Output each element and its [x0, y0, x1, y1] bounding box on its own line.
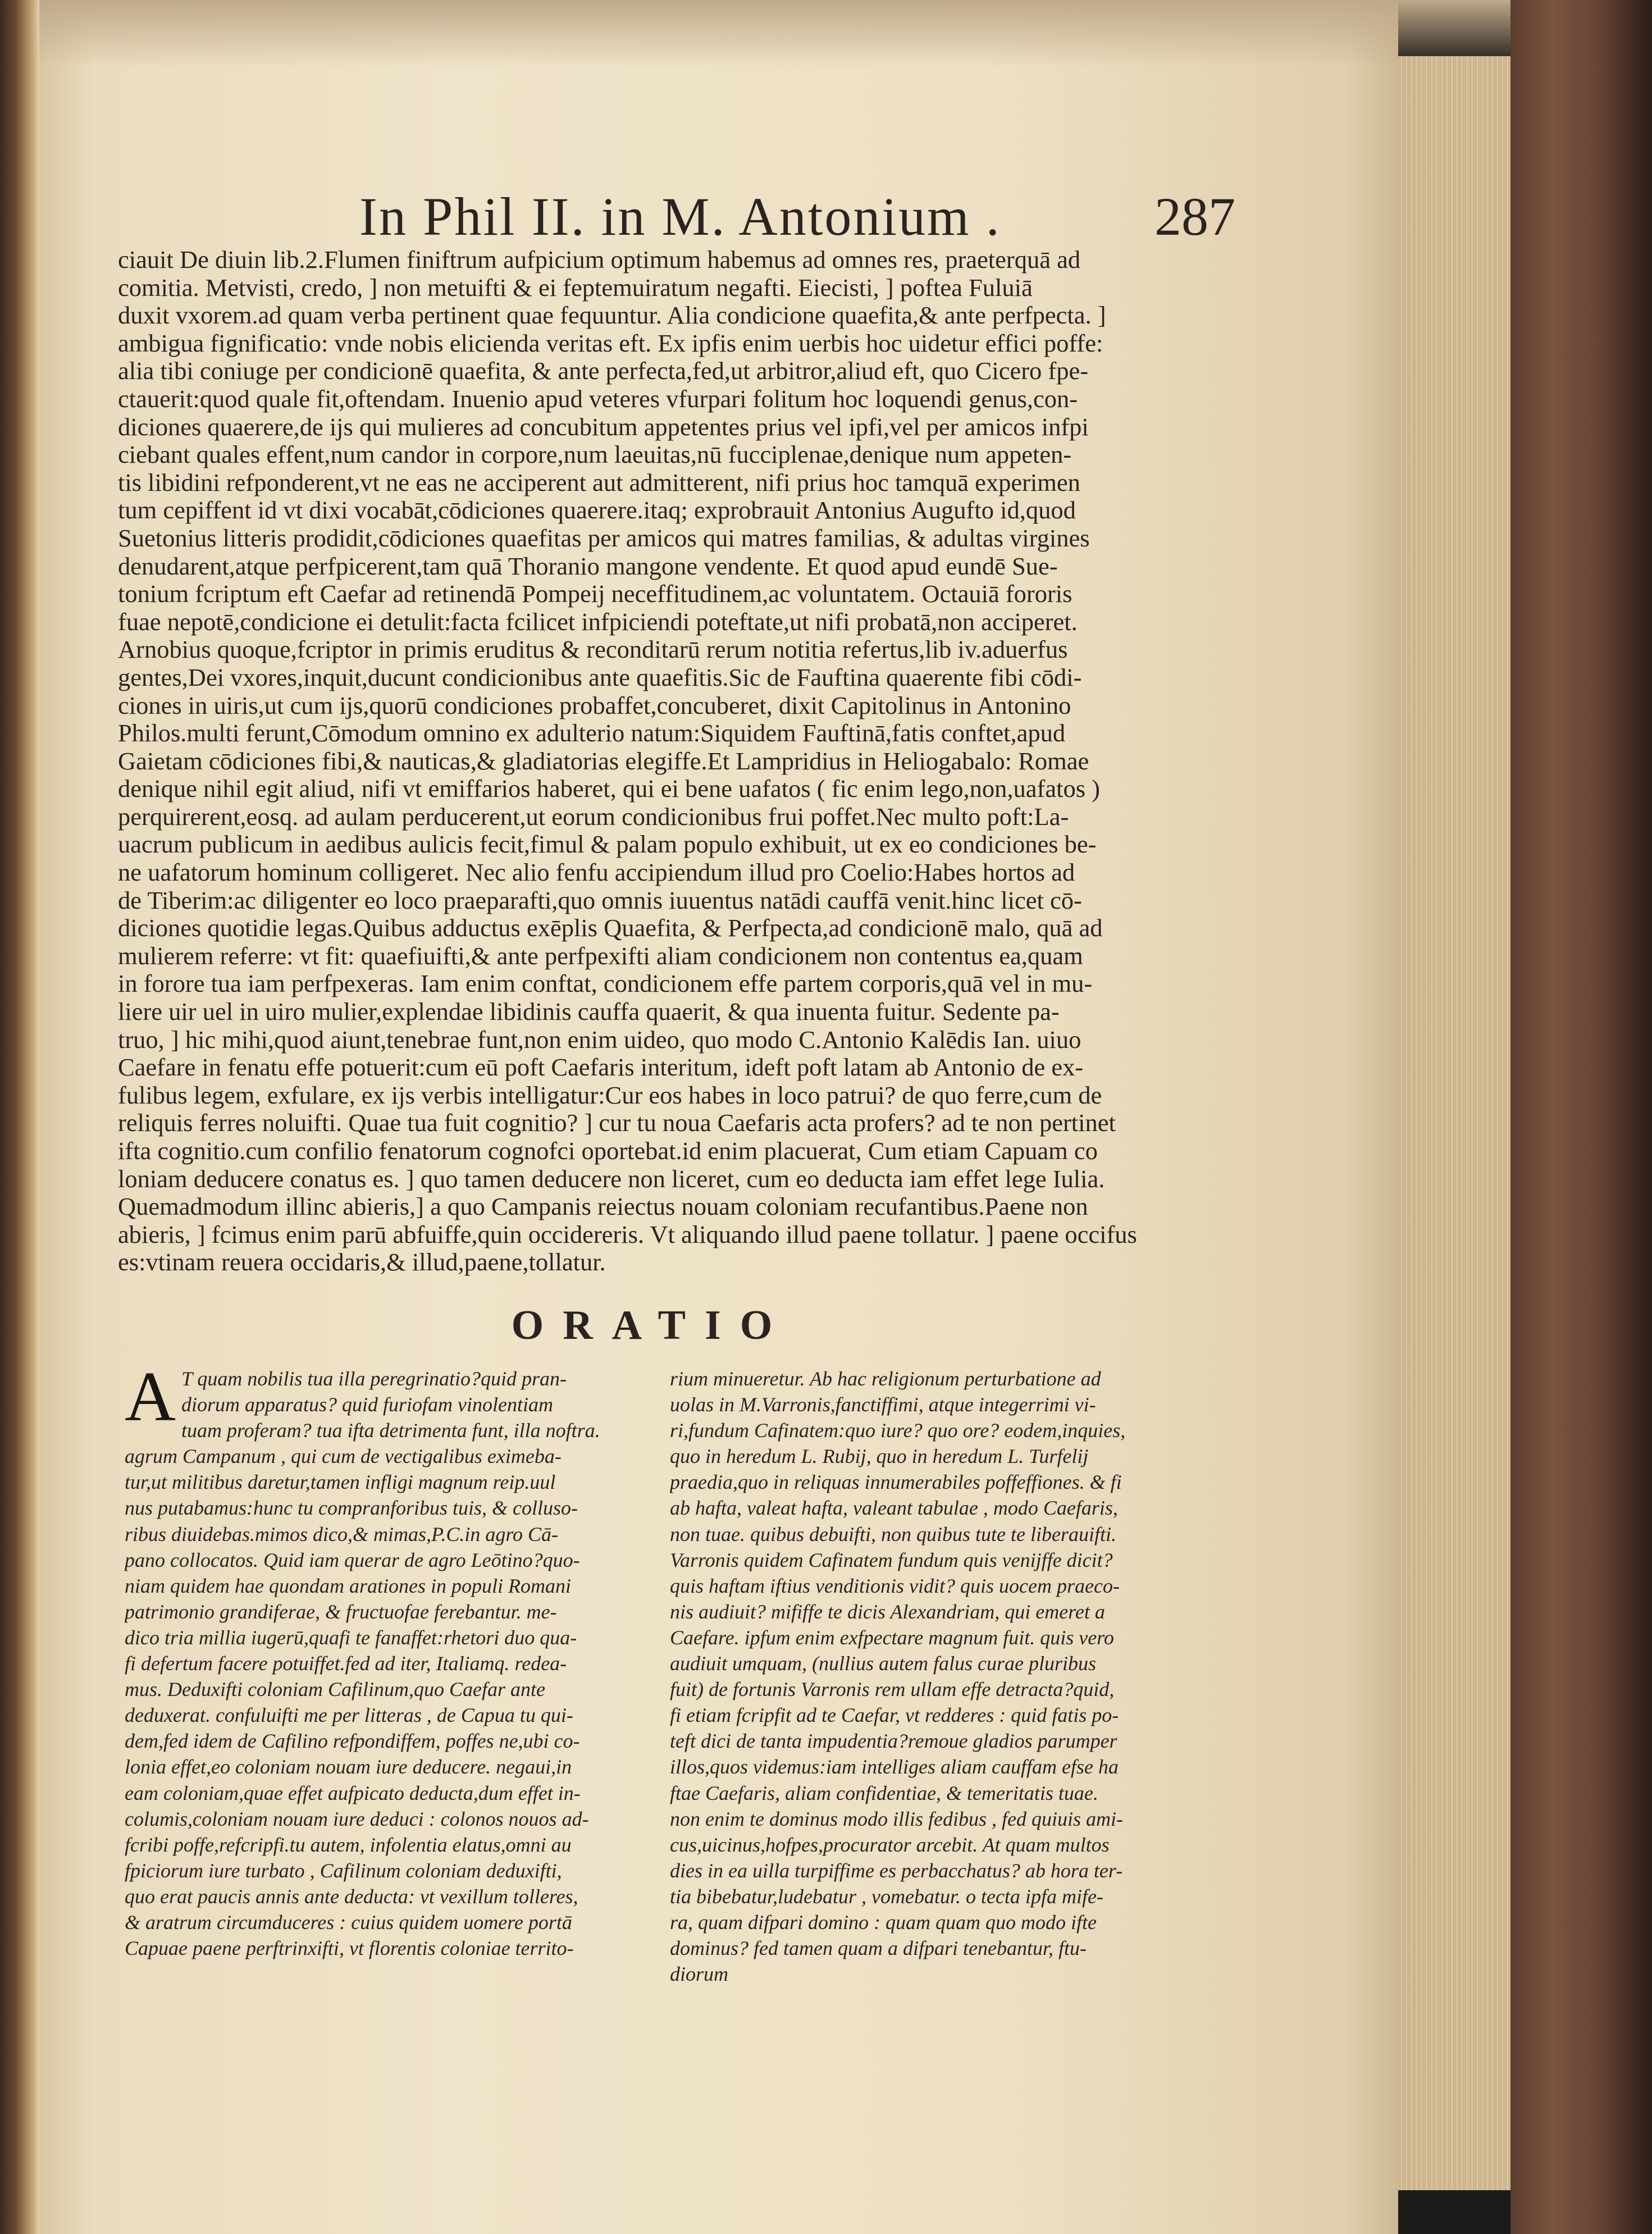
oration-line: teft dici de tanta impudentia?remoue gladios parumper	[670, 1730, 1117, 1753]
commentary-line: tonium fcriptum eft Caefar ad retinendā Pompeij neceffitudinem,ac voluntatem. Octauiā fororis	[118, 580, 1073, 608]
oration-line: fi etiam fcripfit ad te Caefar, vt redderes : quid fatis po-	[670, 1704, 1119, 1727]
commentary-line: gentes,Dei vxores,inquit,ducunt condicionibus ante quaefitis.Sic de Fauftina quaerente fibi cōdi-	[118, 663, 1082, 691]
oration-line: deduxerat. confuluifti me per litteras , de Capua tu qui-	[125, 1704, 573, 1727]
oration-line: tuam proferam? tua ifta detrimenta funt, illa noftra.	[181, 1419, 600, 1442]
oration-line: non enim te dominus modo illis fedibus , fed quiuis ami-	[670, 1807, 1123, 1830]
oration-line: & aratrum circumduceres : cuius quidem uomere portā	[125, 1911, 572, 1934]
commentary-line: Arnobius quoque,fcriptor in primis eruditus & reconditarū rerum notitia refertus,lib iv.aduerfus	[118, 636, 1068, 664]
book-cover	[1510, 0, 1652, 2234]
commentary-line: Caefare in fenatu effe potuerit:cum eū poft Caefaris interitum, ideft poft latam ab Antonio de ex-	[118, 1054, 1084, 1082]
oration-line: Capuae paene perftrinxifti, vt florentis coloniae territo-	[125, 1937, 574, 1960]
commentary-line: Quemadmodum illinc abieris,] a quo Campanis reiectus nouam coloniam recufantibus.Paene non	[118, 1193, 1088, 1221]
commentary-line: ambigua fignificatio: vnde nobis elicienda veritas eft. Ex ipfis enim uerbis hoc uidetur effici poffe:	[118, 329, 1103, 357]
commentary-line: Philos.multi ferunt,Cōmodum omnino ex adulterio natum:Siquidem Fauftinā,fatis conftet,apud	[118, 719, 1066, 747]
commentary-line: diciones quaerere,de ijs qui mulieres ad concubitum appetentes prius vel ipfi,vel per amicos infpi	[118, 413, 1089, 441]
commentary-line: truo, ] hic mihi,quod aiunt,tenebrae funt,non enim uideo, quo modo C.Antonio Kalēdis Ian. uiuo	[118, 1025, 1081, 1054]
oration-line: diorum	[670, 1963, 729, 1986]
oration-left-column	[125, 1358, 638, 1961]
oration-line: mus. Deduxifti coloniam Cafilinum,quo Caefar ante	[125, 1678, 545, 1701]
commentary-line: ciauit De diuin lib.2.Flumen finiftrum aufpicium optimum habemus ad omnes res, praeterquā ad	[118, 246, 1081, 273]
running-title: In Phil II. in M. Antonium .	[359, 186, 1001, 247]
oration-line: fuit) de fortunis Varronis rem ullam effe detracta?quid,	[670, 1678, 1115, 1701]
oration-line: fcribi poffe,refcripfi.tu autem, infolentia elatus,omni au	[125, 1833, 572, 1856]
oration-line: illos,quos videmus:iam intelliges aliam cauffam efse ha	[670, 1756, 1119, 1779]
commentary-line: comitia. Metvisti, credo, ] non metuifti & ei feptemuiratum negafti. Eiecisti, ] poftea Fuluiā	[118, 273, 1033, 302]
commentary-line: loniam deducere conatus es. ] quo tamen deducere non liceret, cum eo deducta iam effet lege Iulia.	[118, 1165, 1105, 1193]
commentary-line: alia tibi coniuge per condicionē quaefita, & ante perfecta,fed,ut arbitror,aliud eft, quo Cicero fpe-	[118, 357, 1089, 385]
commentary-line: diciones quotidie legas.Quibus adductus exēplis Quaefita, & Perfpecta,ad condicionē malo, quā ad	[118, 914, 1103, 942]
oration-line: Caefare. ipfum enim exfpectare magnum fuit. quis vero	[670, 1626, 1114, 1649]
oration-line: dico tria millia iugerū,quafi te fanaffet:rhetori duo qua-	[125, 1626, 577, 1649]
commentary-line: tum cepiffent id vt dixi vocabāt,cōdiciones quaerere.itaq; exprobrauit Antonius Augufto id,quod	[118, 496, 1076, 525]
oration-line: fi defertum facere potuiffet.fed ad iter, Italiamq. redea-	[125, 1652, 567, 1675]
commentary-line: fulibus legem, exfulare, ex ijs verbis intelligatur:Cur eos habes in loco patrui? de quo ferre,cum de	[118, 1081, 1102, 1109]
left-page-edge	[0, 0, 39, 2234]
oration-line: pano collocatos. Quid iam querar de agro Leōtino?quo-	[125, 1548, 580, 1571]
oration-line: ftae Caefaris, aliam confidentiae, & temeritatis tuae.	[670, 1781, 1098, 1804]
commentary-line: Gaietam cōdiciones fibi,& nauticas,& gladiatorias elegiffe.Et Lampridius in Heliogabalo: Romae	[118, 747, 1089, 775]
oration-line: nus putabamus:hunc tu compranforibus tuis, & colluso-	[125, 1497, 578, 1520]
oration-line: rium minueretur. Ab hac religionum perturbatione ad	[670, 1367, 1101, 1390]
oration-line: praedia,quo in reliquas innumerabiles poffeffiones. & fi	[670, 1471, 1122, 1494]
oration-left-lines	[125, 1358, 638, 1961]
commentary-line: ifta cognitio.cum confilio fenatorum cognofci oportebat.id enim placuerat, Cum etiam Capuam co	[118, 1137, 1098, 1165]
commentary-line: tis libidini refponderent,vt ne eas ne acciperent aut admitterent, nifi prius hoc tamquā experimen	[118, 468, 1080, 496]
oration-line: patrimonio grandiferae, & fructuofae ferebantur. me-	[125, 1600, 557, 1623]
oration-line: lonia effet,eo coloniam nouam iure deducere. negaui,in	[125, 1756, 572, 1779]
section-heading: ORATIO	[511, 1302, 792, 1348]
commentary-line: Suetonius litteris prodidit,cōdiciones quaefitas per amicos qui matres familias, & adultas virgines	[118, 524, 1090, 552]
oration-line: dominus? fed tamen quam a difpari tenebantur, ftu-	[670, 1937, 1087, 1960]
commentary-line: denudarent,atque perfpicerent,tam quā Thoranio mangone vendente. Et quod apud eundē Sue-	[118, 552, 1058, 580]
page-shadow	[39, 0, 1510, 67]
oration-line: Varronis quidem Cafinatem fundum quis venijffe dicit?	[670, 1548, 1113, 1571]
oration-line: ribus diuidebas.mimos dico,& mimas,P.C.in agro Cā-	[125, 1522, 559, 1545]
drop-cap: A	[125, 1358, 176, 1436]
oration-line: agrum Campanum , qui cum de vectigalibus eximeba-	[125, 1445, 562, 1468]
commentary-line: perquirerent,eosq. ad aulam perducerent,ut eorum condicionibus frui poffet.Nec multo poft:La-	[118, 803, 1069, 831]
commentary-line: ciebant quales effent,num candor in corpore,num laeuitas,nū fucciplenae,denique num appeten-	[118, 441, 1072, 469]
commentary-line: de Tiberim:ac diligenter eo loco praeparafti,quo omnis iuuentus natādi cauffā venit.hinc licet cō-	[118, 886, 1082, 914]
page-fore-edge	[1398, 56, 1510, 2190]
oration-line: uolas in M.Varronis,fanctiffimi, atque integerrimi vi-	[670, 1393, 1096, 1416]
commentary-line: ctauerit:quod quale fit,oftendam. Inuenio apud veteres vfurpari folitum hoc loquendi genus,con-	[118, 385, 1078, 413]
commentary-block	[118, 246, 1196, 1276]
oration-line: eam coloniam,quae effet aufpicato deducta,dum effet in-	[125, 1781, 581, 1804]
oration-line: cus,uicinus,hofpes,procurator arcebit. At quam multos	[670, 1833, 1110, 1856]
oration-line: audiuit umquam, (nullius autem falus curae pluribus	[670, 1652, 1096, 1675]
oration-right-column	[670, 1366, 1198, 1987]
oration-line: nis audiuit? mififfe te dicis Alexandriam, qui emeret a	[670, 1600, 1105, 1623]
oration-line: quis haftam iftius venditionis vidit? quis uocem praeco-	[670, 1574, 1120, 1597]
oration-line: tia bibebatur,ludebatur , vomebatur. o tecta ipfa mife-	[670, 1885, 1103, 1908]
commentary-line: denique nihil egit aliud, nifi vt emiffarios haberet, qui ei bene uafatos ( fic enim lego,non,uafatos )	[118, 775, 1100, 803]
oration-line: columis,coloniam nouam iure deduci : colonos nouos ad-	[125, 1807, 589, 1830]
commentary-line: ne uafatorum hominum colligeret. Nec alio fenfu accipiendum illud pro Coelio:Habes hortos ad	[118, 859, 1075, 887]
commentary-line: ciones in uiris,ut cum ijs,quorū condiciones probaffet,concuberet, dixit Capitolinus in Antonino	[118, 691, 1071, 719]
commentary-line: fuae nepotē,condicione ei detulit:facta fcilicet infpiciendi poteftate,ut nifi probatā,non acciperet.	[118, 608, 1078, 636]
commentary-line: mulierem referre: vt fit: quaefiuifti,& ante perfpexifti aliam condicionem non contentus ea,quam	[118, 942, 1083, 970]
oration-line: niam quidem hae quondam arationes in populi Romani	[125, 1574, 571, 1597]
commentary-line: uacrum publicum in aedibus aulicis fecit,fimul & palam populo exhibuit, ut ex eo condiciones be-	[118, 831, 1097, 859]
oration-line: quo erat paucis annis ante deducta: vt vexillum tolleres,	[125, 1885, 578, 1908]
oration-line: tur,ut militibus daretur,tamen infligi magnum reip.uul	[125, 1471, 556, 1494]
commentary-line: abieris, ] fcimus enim parū abfuiffe,quin occidereris. Vt aliquando illud paene tollatur. ] paene occifus	[118, 1220, 1137, 1248]
oration-line: ra, quam difpari domino : quam quam quo modo ifte	[670, 1911, 1097, 1934]
commentary-line: reliquis ferres noluifti. Quae tua fuit cognitio? ] cur tu noua Caefaris acta profers? ad te non pertinet	[118, 1109, 1116, 1137]
oration-line: dies in ea uilla turpiffime es perbacchatus? ab hora ter-	[670, 1859, 1123, 1882]
commentary-line: in forore tua iam perfpexeras. Iam enim conftat, condicionem effe partem corporis,quā vel in mu-	[118, 970, 1093, 998]
oration-line: non tuae. quibus debuifti, non quibus tute te liberauifti.	[670, 1522, 1116, 1545]
commentary-line: liere uir uel in uiro mulier,explendae libidinis cauffa quaerit, & qua inuenta fuitur. Sedente pa-	[118, 998, 1060, 1026]
commentary-line: duxit vxorem.ad quam verba pertinent quae fequuntur. Alia condicione quaefita,& ante perfpecta. ]	[118, 302, 1106, 330]
oration-line: diorum apparatus? quid furiofam vinolentiam	[181, 1393, 554, 1416]
oration-line: ri,fundum Cafinatem:quo iure? quo ore? eodem,inquies,	[670, 1419, 1126, 1442]
commentary-line: es:vtinam reuera occidaris,& illud,paene,tollatur.	[118, 1248, 606, 1276]
oration-line: quo in heredum L. Rubij, quo in heredum L. Turfelij	[670, 1445, 1089, 1468]
oration-line: ab hafta, valeat hafta, valeant tabulae , modo Caefaris,	[670, 1497, 1118, 1520]
oration-line: fpiciorum iure turbato , Cafilinum coloniam deduxifti,	[125, 1859, 562, 1882]
oration-line: T quam nobilis tua illa peregrinatio?quid pran-	[181, 1367, 567, 1390]
page-number: 287	[1154, 186, 1235, 247]
oration-line: dem,fed idem de Cafilino refpondiffem, poffes ne,ubi co-	[125, 1730, 580, 1753]
